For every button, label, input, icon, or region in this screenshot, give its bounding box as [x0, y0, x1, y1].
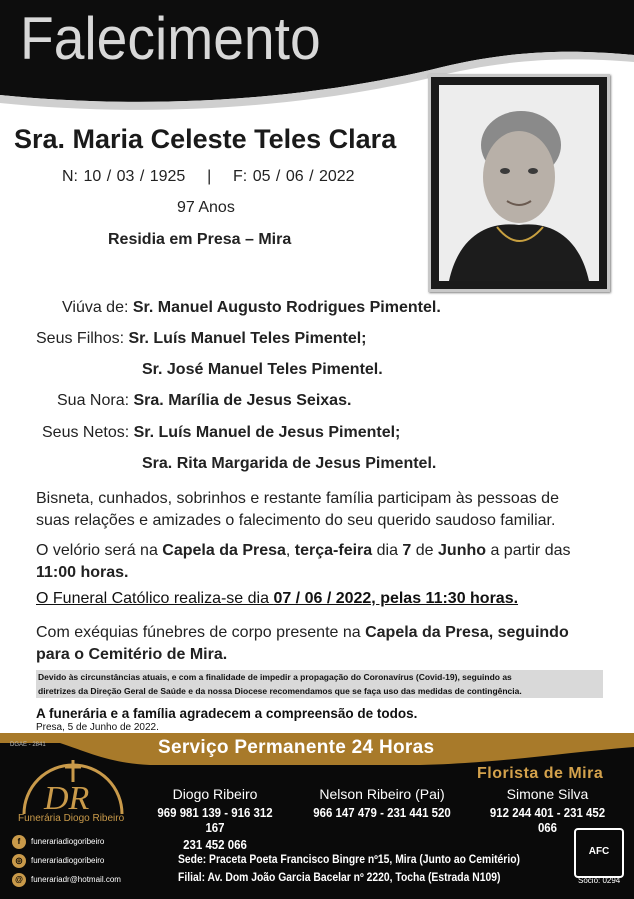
text-span: 11:00 horas.	[36, 564, 129, 581]
family-label: Sua Nora:	[57, 392, 130, 409]
family-label: Viúva de:	[62, 299, 129, 316]
text-span: a partir das	[486, 542, 571, 559]
text-span: Capela da Presa	[162, 542, 286, 559]
text-span: Com exéquias fúnebres de corpo presente na	[36, 624, 366, 641]
contact-phone: 966 147 479 - 231 441 520	[313, 805, 451, 820]
residence: Residia em Presa – Mira	[108, 231, 292, 248]
text-span: de	[411, 542, 439, 559]
family-member: Sra. Marília de Jesus Seixas.	[133, 392, 352, 409]
contact-name: Simone Silva	[506, 786, 589, 802]
family-member: Sr. Luís Manuel de Jesus Pimentel;	[133, 424, 401, 441]
family-member: Sr. Manuel Augusto Rodrigues Pimentel.	[132, 299, 441, 316]
contact-phone: 912 244 401 - 231 452 066	[489, 805, 606, 835]
text-line: suas relações e amizades o falecimento do seu querido saudoso familiar.	[36, 512, 556, 529]
text-span: Junho	[438, 542, 487, 559]
address-branch: Filial: Av. Dom João Garcia Bacelar nº 2220, Tocha (Estrada N109)	[178, 872, 501, 884]
family-row	[42, 424, 400, 442]
thanks-line: A funerária e a família agradecem a compreensão de todos.	[36, 706, 418, 721]
text-span: dia	[372, 542, 403, 559]
announcement-paragraph	[36, 488, 559, 532]
text-line: Bisneta, cunhados, sobrinhos e restante família participam às pessoas de	[36, 490, 559, 507]
family-member: Sr. José Manuel Teles Pimentel.	[142, 361, 383, 378]
family-row	[57, 392, 351, 410]
member-number: Sócio: 0294	[578, 876, 621, 885]
contact-phone: 969 981 139 - 916 312 167	[157, 805, 273, 835]
deceased-name: Sra. Maria Celeste Teles Clara	[14, 124, 397, 154]
contact-name: Nelson Ribeiro (Pai)	[319, 786, 445, 802]
address-hq: Sede: Praceta Poeta Francisco Bingre nº15, Mira (Junto ao Cemitério)	[178, 854, 520, 866]
family-member: Sra. Rita Margarida de Jesus Pimentel.	[142, 455, 437, 472]
funeral-line	[36, 590, 518, 608]
social-email[interactable]	[12, 873, 121, 887]
text-line: diretrizes da Direção Geral de Saúde e da nossa Diocese recomendamos que se faça uso das medidas de contingência.	[38, 686, 522, 696]
contact-nelson	[302, 786, 462, 820]
text-span: 07 / 06 / 2022, pelas 11:30 horas.	[273, 590, 519, 607]
text-span: O Funeral Católico realiza-se dia	[36, 590, 274, 607]
text-span: O velório será na	[36, 542, 163, 559]
contact-diogo	[140, 786, 290, 852]
family-label: Seus Netos:	[42, 424, 130, 441]
portrait-photo	[428, 74, 610, 292]
social-text: funerariadr@hotmail.com	[31, 875, 121, 885]
instagram-icon: ◎	[12, 854, 26, 868]
family-row	[142, 455, 436, 473]
logo-name: Funerária Diogo Ribeiro	[18, 813, 125, 824]
birth-death-dates: N: 10 / 03 / 1925 | F: 05 / 06 / 2022	[62, 168, 355, 185]
ceremony-paragraph	[36, 622, 569, 666]
facebook-icon: f	[12, 835, 26, 849]
wake-paragraph	[36, 540, 571, 584]
afc-text: AFC	[588, 846, 610, 857]
social-facebook[interactable]	[12, 835, 104, 849]
service-banner: Serviço Permanente 24 Horas	[158, 737, 435, 758]
family-member: Sr. Luís Manuel Teles Pimentel;	[128, 330, 367, 347]
family-row	[36, 330, 367, 348]
contact-phone: 231 452 066	[183, 837, 247, 852]
logo-letters: DR	[44, 780, 90, 817]
social-text: funerariadiogoribeiro	[31, 856, 105, 866]
text-span: 7	[402, 542, 412, 559]
text-span: terça-feira	[294, 542, 373, 559]
social-instagram[interactable]	[12, 854, 104, 868]
afc-logo	[574, 828, 624, 878]
family-row	[62, 299, 441, 317]
florista-label: Florista de Mira	[477, 765, 604, 782]
family-row	[142, 361, 383, 379]
family-label: Seus Filhos:	[36, 330, 125, 347]
social-text: funerariadiogoribeiro	[31, 837, 105, 847]
covid-notice	[36, 670, 603, 698]
text-span: para o Cemitério de Mira.	[36, 646, 228, 663]
contact-name: Diogo Ribeiro	[172, 786, 258, 802]
page-title: Falecimento	[20, 5, 321, 72]
text-line: Devido às circunstâncias atuais, e com a finalidade de impedir a propagação do Coronavírus (Covid-19), seguindo as	[38, 672, 512, 682]
dgae-number: DGAE - 2841	[10, 742, 46, 748]
text-span: ,	[285, 542, 295, 559]
email-icon: @	[12, 873, 26, 887]
age: 97 Anos	[177, 199, 235, 216]
dateline: Presa, 5 de Junho de 2022.	[36, 722, 159, 733]
text-span: Capela da Presa, seguindo	[365, 624, 569, 641]
